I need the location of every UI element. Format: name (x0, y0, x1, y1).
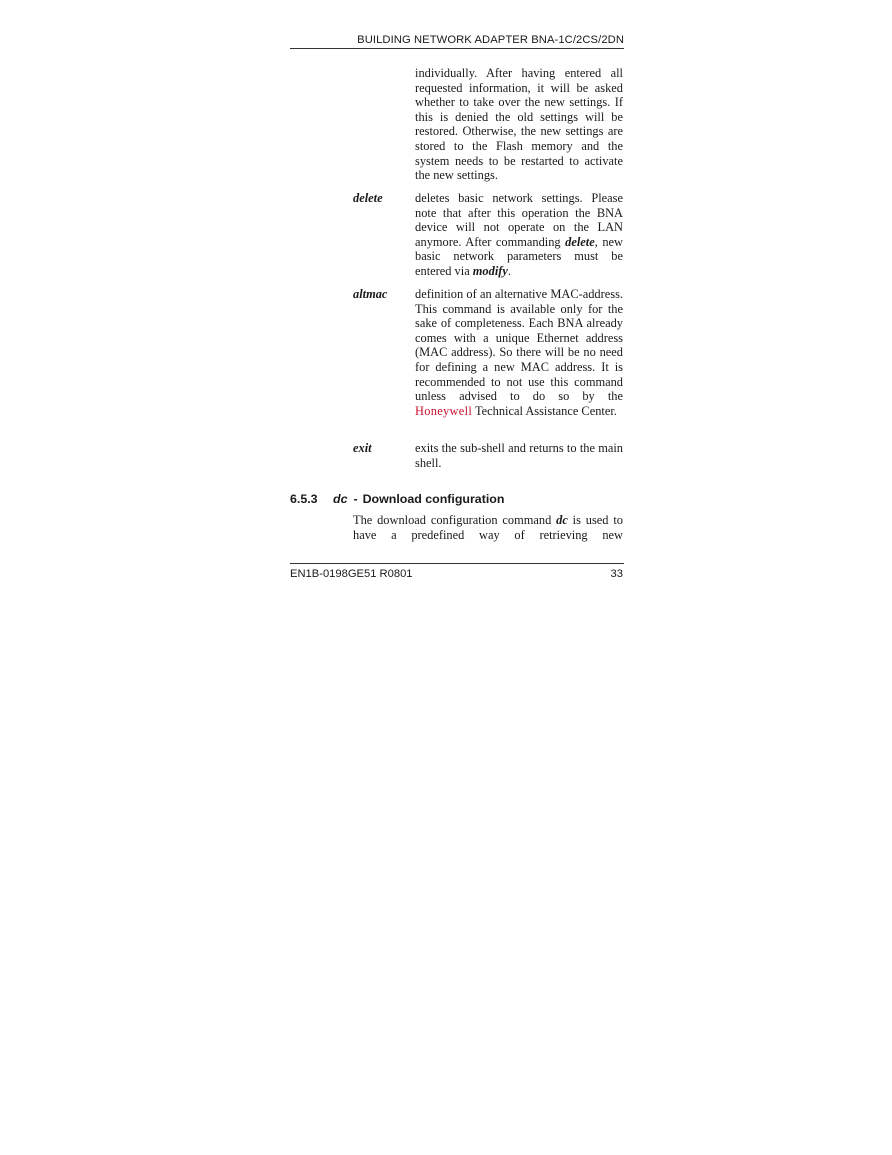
section-title: Download configuration (362, 492, 505, 506)
brand-name: Honeywell (415, 403, 473, 418)
definition-altmac (353, 287, 623, 418)
definition-term: altmac (353, 287, 388, 301)
definition-delete (353, 191, 623, 279)
header-rule (290, 48, 624, 49)
definition-description: deletes basic network settings. Please note that after this operation the BNA device will not operate on the LAN anymore. After commanding delete, new basic network parameters must be entered via modify. (415, 191, 623, 278)
command-reference: modify (472, 263, 508, 278)
document-id: EN1B-0198GE51 R0801 (290, 568, 413, 580)
definition-description: exits the sub-shell and returns to the main shell. (415, 441, 623, 470)
section-separator: - (353, 492, 358, 506)
section-paragraph: The download configuration command dc is used to have a predefined way of retrieving new (353, 513, 623, 542)
command-reference: delete (565, 234, 595, 249)
section-command: dc (333, 492, 348, 506)
definition-exit (353, 441, 623, 470)
command-reference: dc (556, 513, 568, 527)
footer-rule (290, 563, 624, 564)
definition-term: exit (353, 441, 372, 455)
running-header: BUILDING NETWORK ADAPTER BNA-1C/2CS/2DN (357, 34, 624, 46)
definition-term: delete (353, 191, 383, 205)
definition-description: definition of an alternative MAC-address. This command is available only for the sake of completeness. Each BNA already comes with a unique Ethernet address (MAC address). So there will be no need for defining a new MAC address. It is recommended to not use this command unless advised to do so by the Honeywell Technical Assistance Center. (415, 287, 623, 418)
page-number: 33 (610, 568, 623, 580)
continued-paragraph: individually. After having entered all requested information, it will be asked whether to take over the new settings. If this is denied the old settings will be restored. Otherwise, the new settings are stored to the Flash memory and the system needs to be restarted to activate the new settings. (415, 66, 623, 183)
section-heading (290, 491, 624, 507)
section-number: 6.5.3 (290, 492, 318, 506)
document-page (290, 0, 624, 1155)
